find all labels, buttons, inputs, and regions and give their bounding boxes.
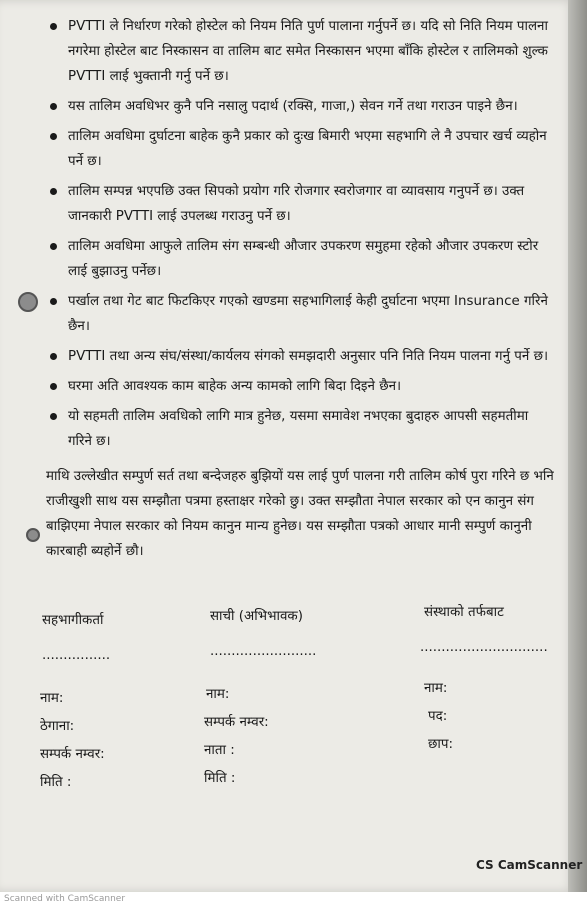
institution-heading: संस्थाको तर्फबाट xyxy=(424,605,504,620)
institution-stamp-label: छाप: xyxy=(428,737,453,752)
rule-item xyxy=(36,404,556,454)
rule-text: PVTTI तथा अन्य संघ/संस्था/कार्यलय संगको समझदारी अनुसार पनि निति नियम पालना गर्नु पर्ने छ। xyxy=(68,349,549,364)
bullet-icon xyxy=(50,413,57,420)
rule-item xyxy=(36,289,556,339)
rule-item xyxy=(36,374,556,399)
institution-post-label: पद: xyxy=(428,709,448,724)
witness-signature-line: ......................... xyxy=(210,644,317,659)
witness-contact-label: सम्पर्क नम्वर: xyxy=(204,715,269,730)
rule-item xyxy=(36,14,556,89)
agreement-paragraph: माथि उल्लेखीत सम्पुर्ण सर्त तथा बन्देजहरु बुझियों यस लाई पुर्ण पालना गरी तालिम कोर्ष पुरा गरिने छ भनि राजीखुशी साथ यस सम्झौता पत्रमा हस्ताक्षर गरेको छु। उक्त सम्झौता नेपाल सरकार को एन कानुन संग बाझिएमा नेपाल सरकार को नियम कानुन मान्य हुनेछ। यस सम्झौता पत्रको आधार मानी सम्पुर्ण कानुनी कारबाही ब्यहोर्ने छौ। xyxy=(46,469,554,559)
rule-item xyxy=(36,124,556,174)
page-edge xyxy=(568,0,587,892)
camscanner-logo: CS CamScanner xyxy=(476,858,583,872)
participant-date-label: मिति : xyxy=(40,775,72,790)
participant-heading: सहभागीकर्ता xyxy=(42,613,104,628)
rules-list xyxy=(36,14,556,454)
bullet-icon xyxy=(50,243,57,250)
participant-signature-line: ................ xyxy=(42,648,111,663)
rule-text: तालिम सम्पन्न भएपछि उक्त सिपको प्रयोग गरि रोजगार स्वरोजगार वा व्यावसाय गनुपर्ने छ। उक्त जानकारी PVTTI लाई उपलब्ध गराउनु पर्ने छ। xyxy=(68,184,525,224)
witness-heading: साची (अभिभावक) xyxy=(210,609,303,624)
rule-text: यो सहमती तालिम अवधिको लागि मात्र हुनेछ, यसमा समावेश नभएका बुदाहरु आपसी सहमतीमा गरिने छ। xyxy=(68,409,529,449)
participant-name-label: नाम: xyxy=(40,691,64,706)
bullet-icon xyxy=(50,383,57,390)
bullet-icon xyxy=(50,353,57,360)
footer-watermark: Scanned with CamScanner xyxy=(4,894,126,904)
bullet-icon xyxy=(50,188,57,195)
bullet-icon xyxy=(50,298,57,305)
rule-item xyxy=(36,234,556,284)
rule-item xyxy=(36,94,556,119)
bullet-icon xyxy=(50,103,57,110)
rule-text: यस तालिम अवधिभर कुनै पनि नसालु पदार्थ (रक्सि, गाजा,) सेवन गर्ने तथा गराउन पाइने छैन। xyxy=(68,99,518,114)
institution-signature-line: .............................. xyxy=(420,640,548,655)
rule-text: तालिम अवधिमा दुर्घाटना बाहेक कुनै प्रकार को दुःख बिमारी भएमा सहभागि ले नै उपचार खर्च व्यहोन पर्ने छ। xyxy=(68,129,547,169)
witness-date-label: मिति : xyxy=(204,771,236,786)
rule-item xyxy=(36,179,556,229)
rule-text: घरमा अति आवश्यक काम बाहेक अन्य कामको लागि बिदा दिइने छैन। xyxy=(68,379,402,394)
rule-text: PVTTI ले निर्धारण गरेको होस्टेल को नियम निति पुर्ण पालाना गर्नुपर्ने छ। यदि सो निति नियम पालना नगरेमा होस्टेल बाट निस्कासन वा तालिम बाट समेत निस्कासन भएमा बाँकि होस्टेल र तालिमको शुल्क PVTTI लाई भुक्तानी गर्नु पर्ने छ। xyxy=(68,19,548,84)
participant-address-label: ठेगाना: xyxy=(40,719,75,734)
institution-name-label: नाम: xyxy=(424,681,448,696)
bullet-icon xyxy=(50,133,57,140)
witness-relation-label: नाता : xyxy=(204,743,235,758)
rule-text: पर्खाल तथा गेट बाट फिटकिएर गएको खण्डमा सहभागिलाई केही दुर्घाटना भएमा Insurance गरिने छैन। xyxy=(68,294,548,334)
punch-hole-icon xyxy=(18,292,38,312)
participant-contact-label: सम्पर्क नम्वर: xyxy=(40,747,105,762)
witness-name-label: नाम: xyxy=(206,687,230,702)
rule-text: तालिम अवधिमा आफुले तालिम संग सम्बन्धी औजार उपकरण समुहमा रहेको औजार उपकरण स्टोर लाई बुझाउनु पर्नेछ। xyxy=(68,239,539,279)
document-body xyxy=(36,14,556,564)
rule-item xyxy=(36,344,556,369)
bullet-icon xyxy=(50,23,57,30)
